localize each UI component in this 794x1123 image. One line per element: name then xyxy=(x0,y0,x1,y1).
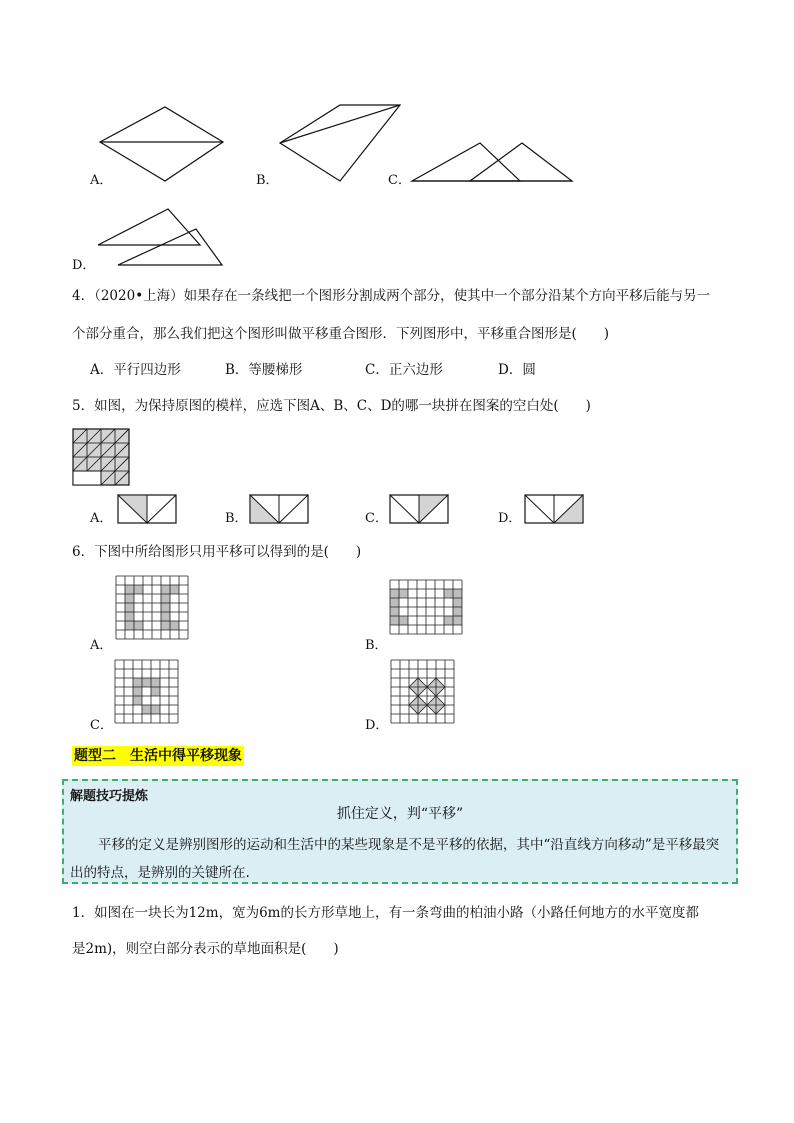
q1-line1: 1．如图在一块长为12m，宽为6m的长方形草地上，有一条弯曲的柏油小路（小路任何地方的水平宽度都 xyxy=(72,905,699,921)
section-heading: 题型二 生活中得平移现象 xyxy=(74,748,242,764)
q4-line1: 4．（2020•上海）如果存在一条线把一个图形分割成两个部分，使其中一个部分沿某个方向平移后能与另一 xyxy=(72,288,711,304)
q6-grid-c xyxy=(115,660,185,730)
q5-label-a: A． xyxy=(90,511,113,526)
q3-label-a: A． xyxy=(90,173,113,188)
q6-question: 6．下图中所给图形只用平移可以得到的是( ) xyxy=(72,544,362,560)
q4-option-c: C．正六边形 xyxy=(365,362,443,378)
q3-label-b: B． xyxy=(256,173,279,188)
tip-subtitle: 抓住定义，判“平移” xyxy=(336,806,464,822)
q6-grid-a xyxy=(116,576,190,640)
q5-pattern-figure xyxy=(72,428,132,488)
q1-line2: 是2m)，则空白部分表示的草地面积是( ) xyxy=(72,941,339,957)
q6-label-b: B． xyxy=(365,638,388,653)
q5-label-d: D． xyxy=(498,511,522,526)
q4-line2: 个部分重合，那么我们把这个图形叫做平移重合图形．下列图形中，平移重合图形是( ) xyxy=(72,326,610,342)
q5-tile-b xyxy=(249,494,311,526)
q3-figure-d xyxy=(96,207,226,269)
q5-question: 5．如图，为保持原图的模样，应选下图A、B、C、D的哪一块拼在图案的空白处( ) xyxy=(72,398,591,414)
q4-option-d: D．圆 xyxy=(498,362,536,378)
q5-tile-c xyxy=(389,494,451,526)
tip-body: 平移的定义是辨别图形的运动和生活中的某些现象是不是平移的依据，其中“沿直线方向移动”是平移最突出的特点，是辨别的关键所在. xyxy=(70,837,720,881)
q5-label-b: B． xyxy=(225,511,248,526)
tip-box xyxy=(62,779,738,884)
q3-figure-c xyxy=(410,140,575,184)
q5-label-c: C． xyxy=(365,511,388,526)
q5-tile-d xyxy=(524,494,586,526)
q6-label-c: C． xyxy=(90,718,113,733)
q3-label-c: C． xyxy=(388,173,411,188)
q3-label-d: D． xyxy=(72,258,96,273)
q6-grid-b xyxy=(390,580,464,640)
q4-option-a: A．平行四边形 xyxy=(90,362,181,378)
q6-label-d: D． xyxy=(365,718,389,733)
q3-figure-a xyxy=(98,105,228,185)
tip-title: 解题技巧提炼 xyxy=(70,789,149,804)
q6-label-a: A． xyxy=(90,638,113,653)
q5-tile-a xyxy=(117,494,179,526)
q6-grid-d xyxy=(391,660,461,730)
q4-option-b: B．等腰梯形 xyxy=(225,362,303,378)
